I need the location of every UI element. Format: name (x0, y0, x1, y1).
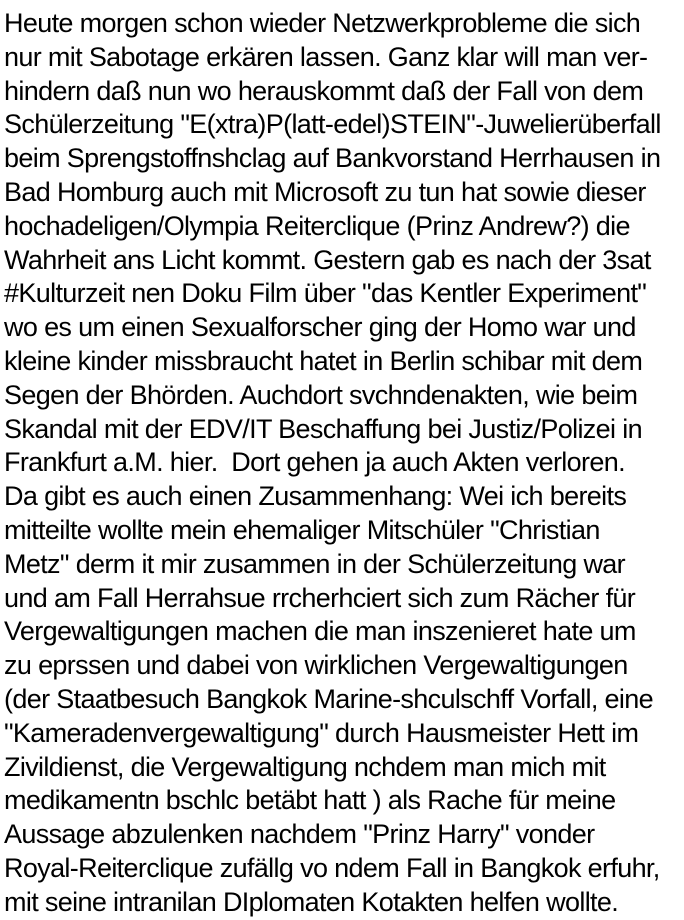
text-line: medikamentn bschlc betäbt hatt ) als Rache für meine (4, 785, 616, 816)
text-line: Aussage abzulenken nachdem "Prinz Harry" vonder (4, 819, 595, 850)
text-line: Wahrheit ans Licht kommt. Gestern gab es nach der 3sat (4, 244, 651, 275)
text-line: Schülerzeitung "E(xtra)P(latt-edel)STEIN"-Juwelierüberfall (4, 109, 661, 140)
text-line: und am Fall Herrahsue rrcherhciert sich zum Rächer für (4, 582, 636, 613)
text-line: Heute morgen schon wieder Netzwerkprobleme die sich (4, 8, 641, 38)
paragraph-text (4, 7, 684, 920)
text-line: Da gibt es auch einen Zusammenhang: Wei ich bereits (4, 481, 627, 512)
text-line: hindern daß nun wo herauskommt daß der Fall von dem (4, 75, 644, 106)
text-line: Bad Homburg auch mit Microsoft zu tun hat sowie dieser (4, 176, 646, 207)
text-line: zu eprssen und dabei von wirklichen Vergewaltigungen (4, 650, 628, 681)
text-line: "Kameradenvergewaltigung" durch Hausmeister Hett im (4, 717, 639, 748)
text-line: wo es um einen Sexualforscher ging der Homo war und (4, 312, 636, 343)
text-line: Royal-Reiterclique zufällg vo ndem Fall in Bangkok erfuhr, (4, 852, 660, 883)
text-line: hochadeligen/Olympia Reiterclique (Prinz Andrew?) die (4, 210, 630, 241)
text-line: (der Staatbesuch Bangkok Marine-shculschff Vorfall, eine (4, 683, 653, 714)
text-line: Skandal mit der EDV/IT Beschaffung bei Justiz/Polizei in (4, 413, 642, 444)
text-line: Vergewaltigungen machen die man inszenieret hate um (4, 616, 636, 647)
text-line: beim Sprengstoffnshclag auf Bankvorstand Herrhausen in (4, 143, 661, 174)
text-line: Zivildienst, die Vergewaltigung nchdem man mich mit (4, 751, 606, 782)
text-line: Metz" derm it mir zusammen in der Schülerzeitung war (4, 548, 626, 579)
text-line: mit seine intranilan DIplomaten Kotakten helfen wollte. (4, 886, 619, 917)
text-line: mitteilte wollte mein ehemaliger Mitschüler "Christian (4, 514, 600, 545)
text-line: Frankfurt a.M. hier. Dort gehen ja auch Akten verloren. (4, 447, 625, 478)
text-line: #Kulturzeit nen Doku Film über "das Kentler Experiment" (4, 278, 647, 309)
text-line: Segen der Bhörden. Auchdort svchndenakten, wie beim (4, 379, 638, 410)
text-line: kleine kinder missbraucht hatet in Berlin schibar mit dem (4, 345, 643, 376)
text-line: nur mit Sabotage erkären lassen. Ganz klar will man ver- (4, 41, 648, 72)
